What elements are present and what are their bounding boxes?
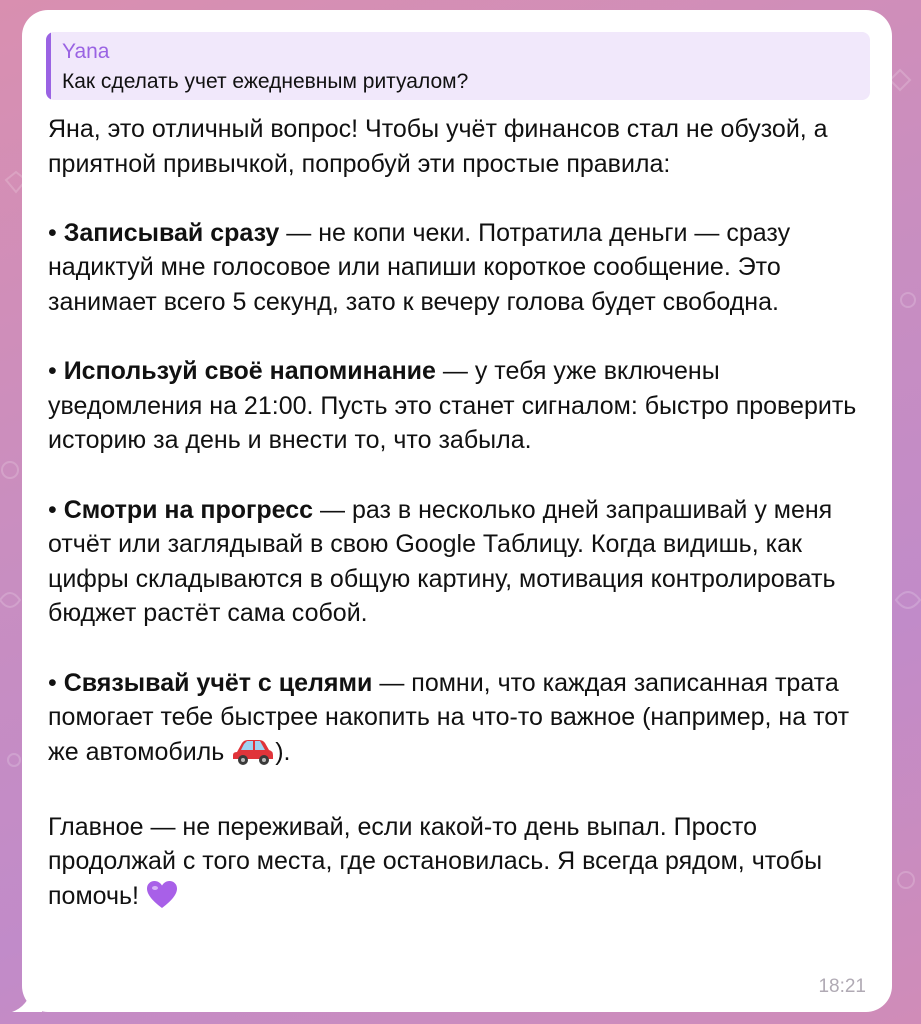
tip-bullet: • xyxy=(48,357,64,386)
tip-item xyxy=(48,216,878,320)
message-outro xyxy=(48,810,878,920)
tip-text: — помни, что каждая записанная трата помогает тебе быстрее накопить на что-то важное (например, на тот же автомобиль xyxy=(48,668,850,766)
car-icon xyxy=(231,736,275,776)
tip-text: — не копи чеки. Потратила деньги — сразу надиктуй мне голосовое или напиши короткое сообщение. Это занимает всего 5 секунд, зато к вечеру голова будет свободна. xyxy=(48,218,791,316)
tip-title: Связывай учёт с целями xyxy=(63,668,373,697)
outro-text: Главное — не переживай, если какой-то день выпал. Просто продолжай с того места, где остановилась. Я всегда рядом, чтобы помочь! xyxy=(48,812,823,911)
tip-text: — раз в несколько дней запрашивай у меня отчёт или заглядывай в свою Google Таблицу. Когда видишь, как цифры складываются в общую картину, мотивация контролировать бюджет растёт сама собой. xyxy=(48,495,836,628)
tip-item xyxy=(48,666,878,776)
tip-item xyxy=(48,493,878,631)
tip-bullet: • xyxy=(48,668,64,697)
message-intro: Яна, это отличный вопрос! Чтобы учёт финансов стал не обузой, а приятной привычкой, попробуй эти простые правила: xyxy=(48,115,828,178)
reply-accent-bar xyxy=(46,32,51,100)
purple-heart-icon xyxy=(146,880,178,920)
tip-bullet: • xyxy=(48,495,64,524)
tip-title: Записывай сразу xyxy=(63,218,280,247)
reply-text: Как сделать учет ежедневным ритуалом? xyxy=(62,70,469,93)
message-timestamp: 18:21 xyxy=(818,976,866,997)
message-bubble[interactable] xyxy=(22,10,892,1012)
tip-item xyxy=(48,354,878,458)
tip-title: Смотри на прогресс xyxy=(63,495,314,524)
tip-bullet: • xyxy=(48,218,64,247)
message-text xyxy=(48,112,878,920)
tip-text-end: ). xyxy=(275,737,291,766)
reply-quote[interactable] xyxy=(46,32,870,100)
reply-author: Yana xyxy=(62,40,110,63)
bubble-tail xyxy=(12,988,42,1012)
tip-title: Используй своё напоминание xyxy=(63,357,436,386)
tip-text: — у тебя уже включены уведомления на 21:00. Пусть это станет сигналом: быстро проверить историю за день и внести то, что забыла. xyxy=(48,357,857,455)
